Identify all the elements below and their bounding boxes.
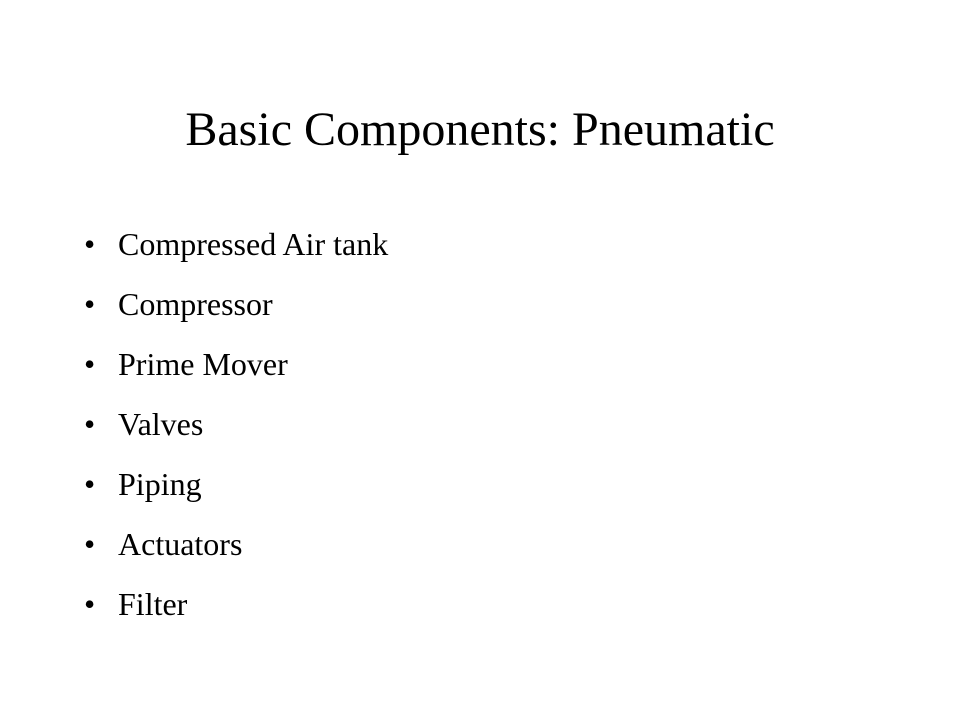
bullet-label: Compressor bbox=[118, 286, 273, 322]
bullet-item bbox=[84, 574, 388, 634]
bullet-label: Piping bbox=[118, 466, 202, 502]
bullet-icon: • bbox=[84, 466, 96, 502]
bullet-icon: • bbox=[84, 586, 96, 622]
bullet-item bbox=[84, 454, 388, 514]
bullet-item bbox=[84, 334, 388, 394]
bullet-icon: • bbox=[84, 526, 96, 562]
bullet-icon: • bbox=[84, 406, 96, 442]
bullet-label: Actuators bbox=[118, 526, 243, 562]
bullet-item bbox=[84, 274, 388, 334]
bullet-label: Prime Mover bbox=[118, 346, 288, 382]
bullet-label: Compressed Air tank bbox=[118, 226, 389, 262]
slide-title: Basic Components: Pneumatic bbox=[185, 103, 775, 156]
bullet-item bbox=[84, 214, 388, 274]
bullet-item bbox=[84, 394, 388, 454]
bullet-item bbox=[84, 514, 388, 574]
bullet-list bbox=[84, 214, 388, 634]
bullet-icon: • bbox=[84, 286, 96, 322]
bullet-label: Valves bbox=[118, 406, 204, 442]
bullet-label: Filter bbox=[118, 586, 188, 622]
bullet-icon: • bbox=[84, 226, 96, 262]
bullet-icon: • bbox=[84, 346, 96, 382]
